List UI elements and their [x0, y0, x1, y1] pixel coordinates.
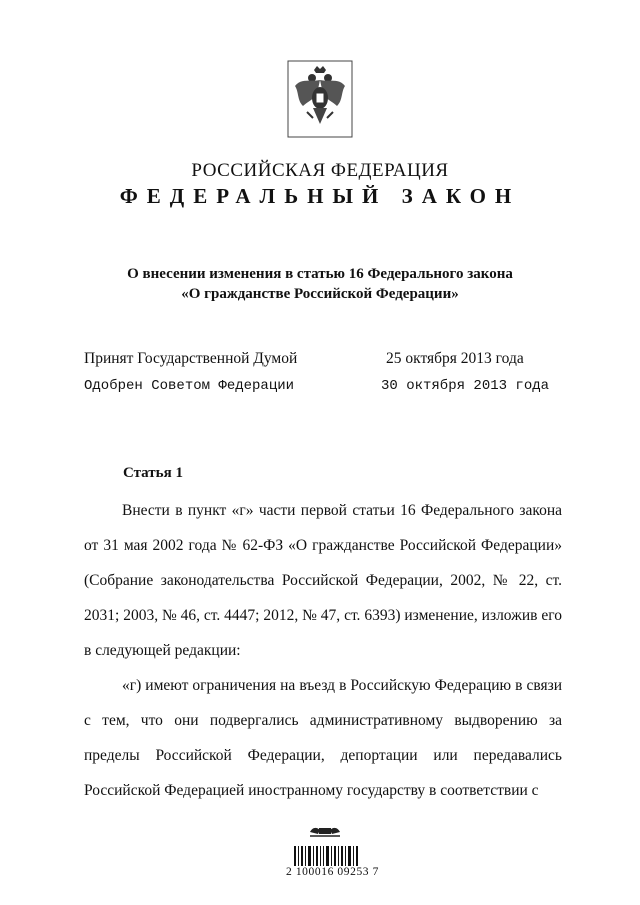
adopted-date: 25 октября 2013 года — [386, 350, 524, 367]
article-body — [84, 493, 562, 808]
barcode-number: 2 100016 09253 7 — [286, 866, 379, 878]
law-title — [0, 264, 640, 304]
adopted-by-label: Принят Государственной Думой — [84, 350, 298, 367]
coat-of-arms-icon — [287, 60, 353, 138]
law-title-line1: О внесении изменения в статью 16 Федерального закона — [127, 266, 513, 282]
document-type: ФЕДЕРАЛЬНЫЙ ЗАКОН — [119, 184, 521, 208]
law-title-line2: «О гражданстве Российской Федерации» — [181, 286, 459, 302]
approved-date: 30 октября 2013 года — [381, 378, 550, 394]
article-paragraph-2: «г) имеют ограничения на въезд в Российскую Федерацию в связи с тем, что они подвергались административному выдворению за пределы Российской Федерации, депортации или передавались Российской Федерацией иностранному государству в соответствии с — [84, 677, 562, 799]
article-paragraph-1: Внести в пункт «г» части первой статьи 16 Федерального закона от 31 мая 2002 года № 62-ФЗ «О гражданстве Российской Федерации» (Собрание законодательства Российской Федерации, 2002, № 22, ст. 2031; 2003, № 46, ст. 4447; 2012, № 47, ст. 6393) изменение, изложив его в следующей редакции: — [84, 502, 562, 659]
article-heading: Статья 1 — [123, 465, 183, 481]
country-name: РОССИЙСКАЯ ФЕДЕРАЦИЯ — [191, 160, 449, 181]
barcode-icon — [280, 822, 370, 902]
approved-by-label: Одобрен Советом Федерации — [84, 378, 295, 394]
